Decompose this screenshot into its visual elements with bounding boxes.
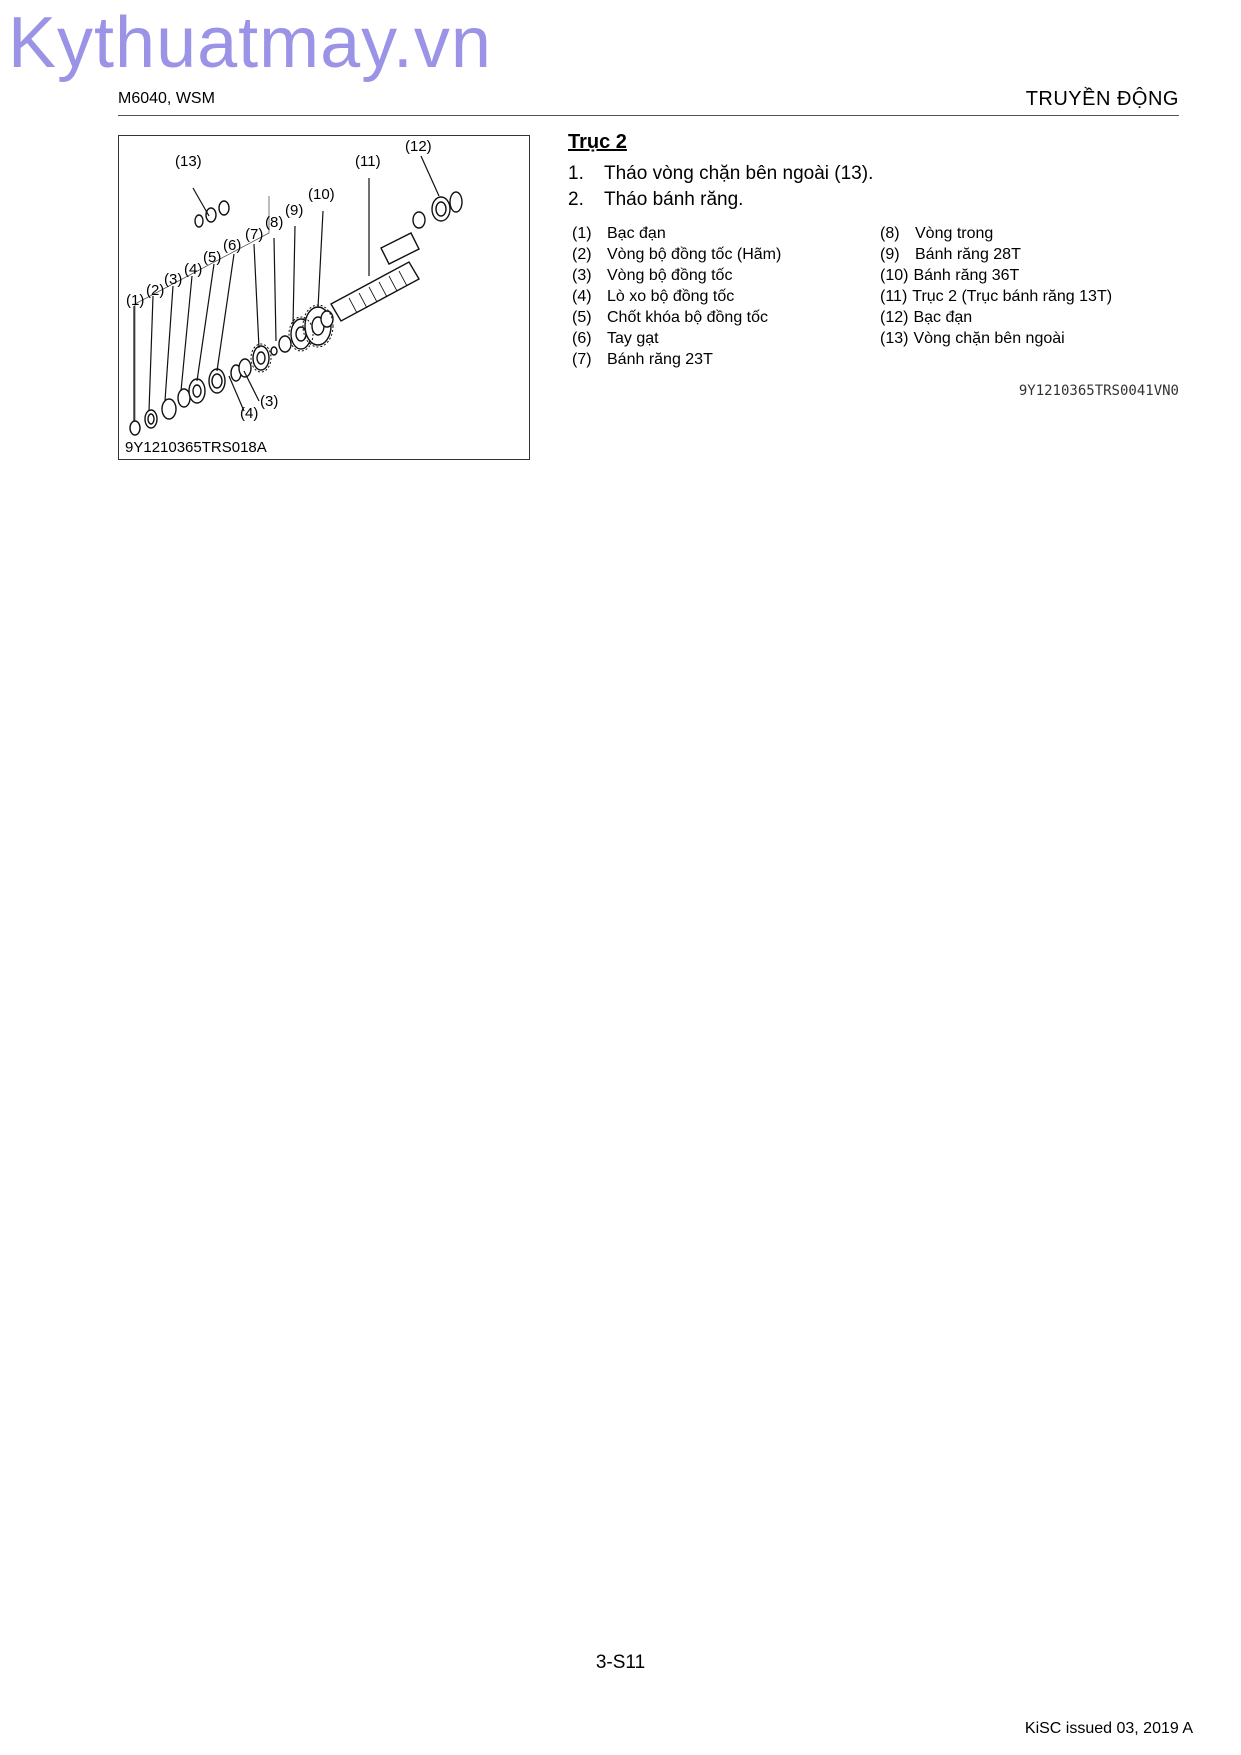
callout-5: (5) [203, 249, 222, 266]
callout-11: (11) [355, 153, 381, 170]
legend-item [572, 351, 781, 372]
legend-item [572, 330, 781, 351]
legend-item [880, 330, 1112, 351]
section-title: Trục 2 [568, 131, 627, 153]
step-text: Tháo vòng chặn bên ngoài (13). [604, 163, 874, 184]
callout-6: (6) [223, 237, 242, 254]
legend-item [572, 309, 781, 330]
legend-text: Bạc đạn [607, 225, 666, 242]
callout-3-lower: (3) [260, 393, 279, 410]
legend-text: Bánh răng 28T [915, 246, 1021, 263]
header-section: TRUYỀN ĐỘNG [1025, 88, 1179, 110]
legend-item [572, 267, 781, 288]
legend-number: (9) [880, 246, 900, 263]
step-item [568, 163, 873, 189]
legend-item [572, 225, 781, 246]
legend-text: Bánh răng 36T [913, 267, 1020, 284]
legend-text: Lò xo bộ đồng tốc [607, 288, 735, 305]
legend-column-left [572, 225, 781, 372]
callout-7: (7) [245, 226, 264, 243]
legend-number: (2) [572, 246, 592, 263]
step-number: 2. [568, 189, 584, 210]
legend-item [572, 288, 781, 309]
legend-item [880, 225, 1112, 246]
legend-item [880, 288, 1112, 309]
legend-number: (6) [572, 330, 592, 347]
step-item [568, 189, 873, 215]
callout-12: (12) [405, 138, 432, 155]
legend-item [880, 267, 1112, 288]
exploded-diagram-drawing [119, 136, 531, 461]
step-text: Tháo bánh răng. [604, 189, 744, 210]
legend-number: (12) [880, 309, 909, 326]
legend-number: (4) [572, 288, 592, 305]
callout-4-lower: (4) [240, 405, 259, 422]
document-code: 9Y1210365TRS0041VN0 [1018, 383, 1179, 399]
legend-number: (7) [572, 351, 592, 368]
exploded-diagram [118, 135, 530, 460]
figure-code: 9Y1210365TRS018A [125, 439, 267, 456]
callout-4: (4) [184, 261, 203, 278]
legend-text: Bánh răng 23T [607, 351, 713, 368]
legend-text: Bạc đạn [913, 309, 973, 326]
header-model: M6040, WSM [118, 90, 215, 107]
legend-text: Vòng trong [915, 225, 994, 242]
callout-9: (9) [285, 202, 304, 219]
legend-item [880, 246, 1112, 267]
procedure-steps [568, 163, 873, 215]
legend-column-right [880, 225, 1112, 351]
watermark-logo: Kythuatmay.vn [8, 3, 492, 83]
callout-3: (3) [164, 271, 183, 288]
legend-text: Vòng chặn bên ngoài [913, 330, 1065, 347]
footer-issue: KiSC issued 03, 2019 A [1024, 1720, 1193, 1737]
legend-number: (13) [880, 330, 909, 347]
legend-number: (5) [572, 309, 592, 326]
legend-text: Vòng bộ đồng tốc (Hãm) [607, 246, 782, 263]
legend-number: (11) [880, 288, 908, 305]
legend-item [572, 246, 781, 267]
callout-13: (13) [175, 153, 202, 170]
legend-text: Tay gạt [607, 330, 659, 347]
header-rule [118, 115, 1179, 116]
legend-number: (10) [880, 267, 909, 284]
page-number: 3-S11 [595, 1652, 646, 1673]
callout-8: (8) [265, 214, 284, 231]
legend-number: (1) [572, 225, 592, 242]
legend-text: Trục 2 (Trục bánh răng 13T) [912, 288, 1113, 305]
legend-text: Chốt khóa bộ đồng tốc [607, 309, 769, 326]
legend-number: (8) [880, 225, 900, 242]
legend-item [880, 309, 1112, 330]
callout-2: (2) [146, 282, 165, 299]
legend-text: Vòng bộ đồng tốc [607, 267, 733, 284]
callout-10: (10) [308, 186, 335, 203]
legend-number: (3) [572, 267, 592, 284]
step-number: 1. [568, 163, 584, 184]
callout-1: (1) [126, 292, 145, 309]
